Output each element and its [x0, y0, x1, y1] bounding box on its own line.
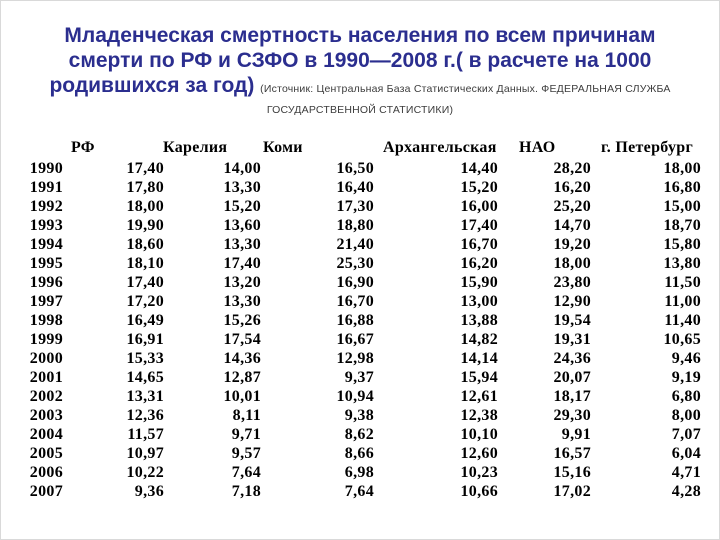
- source-note-line-1: (Источник: Центральная База Статистических Данных. ФЕДЕРАЛЬНАЯ СЛУЖБА: [260, 83, 671, 95]
- value-cell: 18,00: [553, 255, 591, 272]
- year-cell: 2000: [29, 350, 63, 367]
- value-cell: 18,00: [663, 160, 701, 177]
- value-cell: 15,33: [126, 350, 164, 367]
- value-cell: 13,30: [223, 179, 261, 196]
- value-cell: 15,94: [460, 369, 498, 386]
- value-cell: 12,87: [223, 369, 261, 386]
- title-line-3-text: родившихся за год): [49, 74, 255, 97]
- value-cell: 6,04: [671, 445, 701, 462]
- title-line-1: Младенческая смертность населения по всем причинам: [64, 24, 656, 47]
- table-row: [29, 292, 701, 311]
- value-cell: 15,80: [663, 236, 701, 253]
- year-cell: 1996: [29, 274, 63, 291]
- value-cell: 21,40: [336, 236, 374, 253]
- value-cell: 11,40: [664, 312, 701, 329]
- table-header-row: [1, 139, 719, 159]
- column-header-karelia: Карелия: [163, 139, 228, 156]
- value-cell: 13,00: [460, 293, 498, 310]
- year-cell: 1993: [29, 217, 63, 234]
- value-cell: 16,70: [460, 236, 498, 253]
- value-cell: 16,80: [663, 179, 701, 196]
- year-cell: 2006: [29, 464, 63, 481]
- year-cell: 1994: [29, 236, 63, 253]
- value-cell: 8,66: [344, 445, 374, 462]
- value-cell: 12,60: [460, 445, 498, 462]
- value-cell: 9,57: [231, 445, 261, 462]
- value-cell: 11,00: [664, 293, 701, 310]
- value-cell: 17,54: [223, 331, 261, 348]
- value-cell: 14,40: [460, 160, 498, 177]
- value-cell: 16,49: [126, 312, 164, 329]
- value-cell: 9,19: [671, 369, 701, 386]
- value-cell: 16,40: [336, 179, 374, 196]
- year-cell: 2004: [29, 426, 63, 443]
- value-cell: 9,38: [344, 407, 374, 424]
- year-cell: 2005: [29, 445, 63, 462]
- value-cell: 29,30: [553, 407, 591, 424]
- table-body: [29, 159, 701, 501]
- value-cell: 13,80: [663, 255, 701, 272]
- table-row: [29, 197, 701, 216]
- table-row: [29, 406, 701, 425]
- value-cell: 9,37: [344, 369, 374, 386]
- table-row: [29, 311, 701, 330]
- year-cell: 1992: [29, 198, 63, 215]
- value-cell: 18,70: [663, 217, 701, 234]
- value-cell: 17,40: [460, 217, 498, 234]
- year-cell: 1997: [29, 293, 63, 310]
- value-cell: 12,36: [126, 407, 164, 424]
- value-cell: 17,40: [126, 274, 164, 291]
- value-cell: 16,57: [553, 445, 591, 462]
- year-cell: 2001: [29, 369, 63, 386]
- value-cell: 19,90: [126, 217, 164, 234]
- value-cell: 11,50: [664, 274, 701, 291]
- value-cell: 16,20: [553, 179, 591, 196]
- value-cell: 16,20: [460, 255, 498, 272]
- table-row: [29, 349, 701, 368]
- year-cell: 1990: [29, 160, 63, 177]
- value-cell: 24,36: [553, 350, 591, 367]
- value-cell: 16,88: [336, 312, 374, 329]
- table-row: [29, 254, 701, 273]
- value-cell: 7,64: [231, 464, 261, 481]
- value-cell: 15,00: [663, 198, 701, 215]
- value-cell: 18,60: [126, 236, 164, 253]
- value-cell: 10,97: [126, 445, 164, 462]
- value-cell: 6,98: [344, 464, 374, 481]
- value-cell: 4,71: [671, 464, 701, 481]
- table-row: [29, 330, 701, 349]
- table-row: [29, 178, 701, 197]
- title-line-2: смерти по РФ и СЗФО в 1990—2008 г.( в расчете на 1000: [68, 49, 652, 72]
- table-row: [29, 159, 701, 178]
- value-cell: 11,57: [127, 426, 164, 443]
- value-cell: 10,66: [460, 483, 498, 500]
- value-cell: 4,28: [671, 483, 701, 500]
- value-cell: 17,40: [223, 255, 261, 272]
- table-row: [29, 273, 701, 292]
- value-cell: 28,20: [553, 160, 591, 177]
- year-cell: 1998: [29, 312, 63, 329]
- table-row: [29, 368, 701, 387]
- value-cell: 17,20: [126, 293, 164, 310]
- value-cell: 7,07: [671, 426, 701, 443]
- value-cell: 25,20: [553, 198, 591, 215]
- value-cell: 10,01: [223, 388, 261, 405]
- table-grid: [29, 159, 701, 501]
- value-cell: 16,00: [460, 198, 498, 215]
- table-row: [29, 235, 701, 254]
- value-cell: 10,65: [663, 331, 701, 348]
- value-cell: 8,11: [232, 407, 261, 424]
- value-cell: 23,80: [553, 274, 591, 291]
- value-cell: 12,61: [460, 388, 498, 405]
- table-row: [29, 216, 701, 235]
- column-header-arkhangelskaya: Архангельская: [383, 139, 497, 156]
- column-header-rf: РФ: [71, 139, 95, 156]
- value-cell: 9,91: [561, 426, 591, 443]
- value-cell: 15,16: [553, 464, 591, 481]
- value-cell: 19,54: [553, 312, 591, 329]
- value-cell: 8,62: [344, 426, 374, 443]
- value-cell: 10,94: [336, 388, 374, 405]
- column-header-petersburg: г. Петербург: [601, 139, 694, 156]
- value-cell: 16,91: [126, 331, 164, 348]
- value-cell: 12,98: [336, 350, 374, 367]
- value-cell: 15,20: [460, 179, 498, 196]
- value-cell: 16,70: [336, 293, 374, 310]
- value-cell: 15,20: [223, 198, 261, 215]
- value-cell: 14,14: [460, 350, 498, 367]
- value-cell: 13,20: [223, 274, 261, 291]
- value-cell: 17,80: [126, 179, 164, 196]
- value-cell: 14,82: [460, 331, 498, 348]
- value-cell: 10,23: [460, 464, 498, 481]
- table-row: [29, 482, 701, 501]
- column-header-komi: Коми: [263, 139, 303, 156]
- value-cell: 8,00: [671, 407, 701, 424]
- value-cell: 19,20: [553, 236, 591, 253]
- value-cell: 17,02: [553, 483, 591, 500]
- value-cell: 13,30: [223, 236, 261, 253]
- value-cell: 13,31: [126, 388, 164, 405]
- value-cell: 13,88: [460, 312, 498, 329]
- value-cell: 14,70: [553, 217, 591, 234]
- table-row: [29, 444, 701, 463]
- year-cell: 1995: [29, 255, 63, 272]
- value-cell: 9,36: [134, 483, 164, 500]
- value-cell: 6,80: [671, 388, 701, 405]
- column-header-nao: НАО: [519, 139, 556, 156]
- value-cell: 9,71: [231, 426, 261, 443]
- value-cell: 17,30: [336, 198, 374, 215]
- year-cell: 1991: [29, 179, 63, 196]
- value-cell: 15,90: [460, 274, 498, 291]
- value-cell: 16,90: [336, 274, 374, 291]
- value-cell: 17,40: [126, 160, 164, 177]
- year-cell: 1999: [29, 331, 63, 348]
- value-cell: 12,90: [553, 293, 591, 310]
- value-cell: 10,22: [126, 464, 164, 481]
- year-cell: 2003: [29, 407, 63, 424]
- value-cell: 7,18: [231, 483, 261, 500]
- table-row: [29, 425, 701, 444]
- table-row: [29, 387, 701, 406]
- value-cell: 18,10: [126, 255, 164, 272]
- value-cell: 13,30: [223, 293, 261, 310]
- value-cell: 25,30: [336, 255, 374, 272]
- value-cell: 19,31: [553, 331, 591, 348]
- value-cell: 18,00: [126, 198, 164, 215]
- value-cell: 14,00: [223, 160, 261, 177]
- value-cell: 14,65: [126, 369, 164, 386]
- source-note-line-2: ГОСУДАРСТВЕННОЙ СТАТИСТИКИ): [266, 104, 454, 116]
- value-cell: 10,10: [460, 426, 498, 443]
- value-cell: 18,80: [336, 217, 374, 234]
- value-cell: 9,46: [671, 350, 701, 367]
- value-cell: 7,64: [344, 483, 374, 500]
- year-cell: 2002: [29, 388, 63, 405]
- value-cell: 15,26: [223, 312, 261, 329]
- year-cell: 2007: [29, 483, 63, 500]
- table-row: [29, 463, 701, 482]
- value-cell: 20,07: [553, 369, 591, 386]
- value-cell: 16,67: [336, 331, 374, 348]
- value-cell: 12,38: [460, 407, 498, 424]
- value-cell: 18,17: [553, 388, 591, 405]
- mortality-table: [1, 1, 719, 539]
- value-cell: 16,50: [336, 160, 374, 177]
- value-cell: 13,60: [223, 217, 261, 234]
- value-cell: 14,36: [223, 350, 261, 367]
